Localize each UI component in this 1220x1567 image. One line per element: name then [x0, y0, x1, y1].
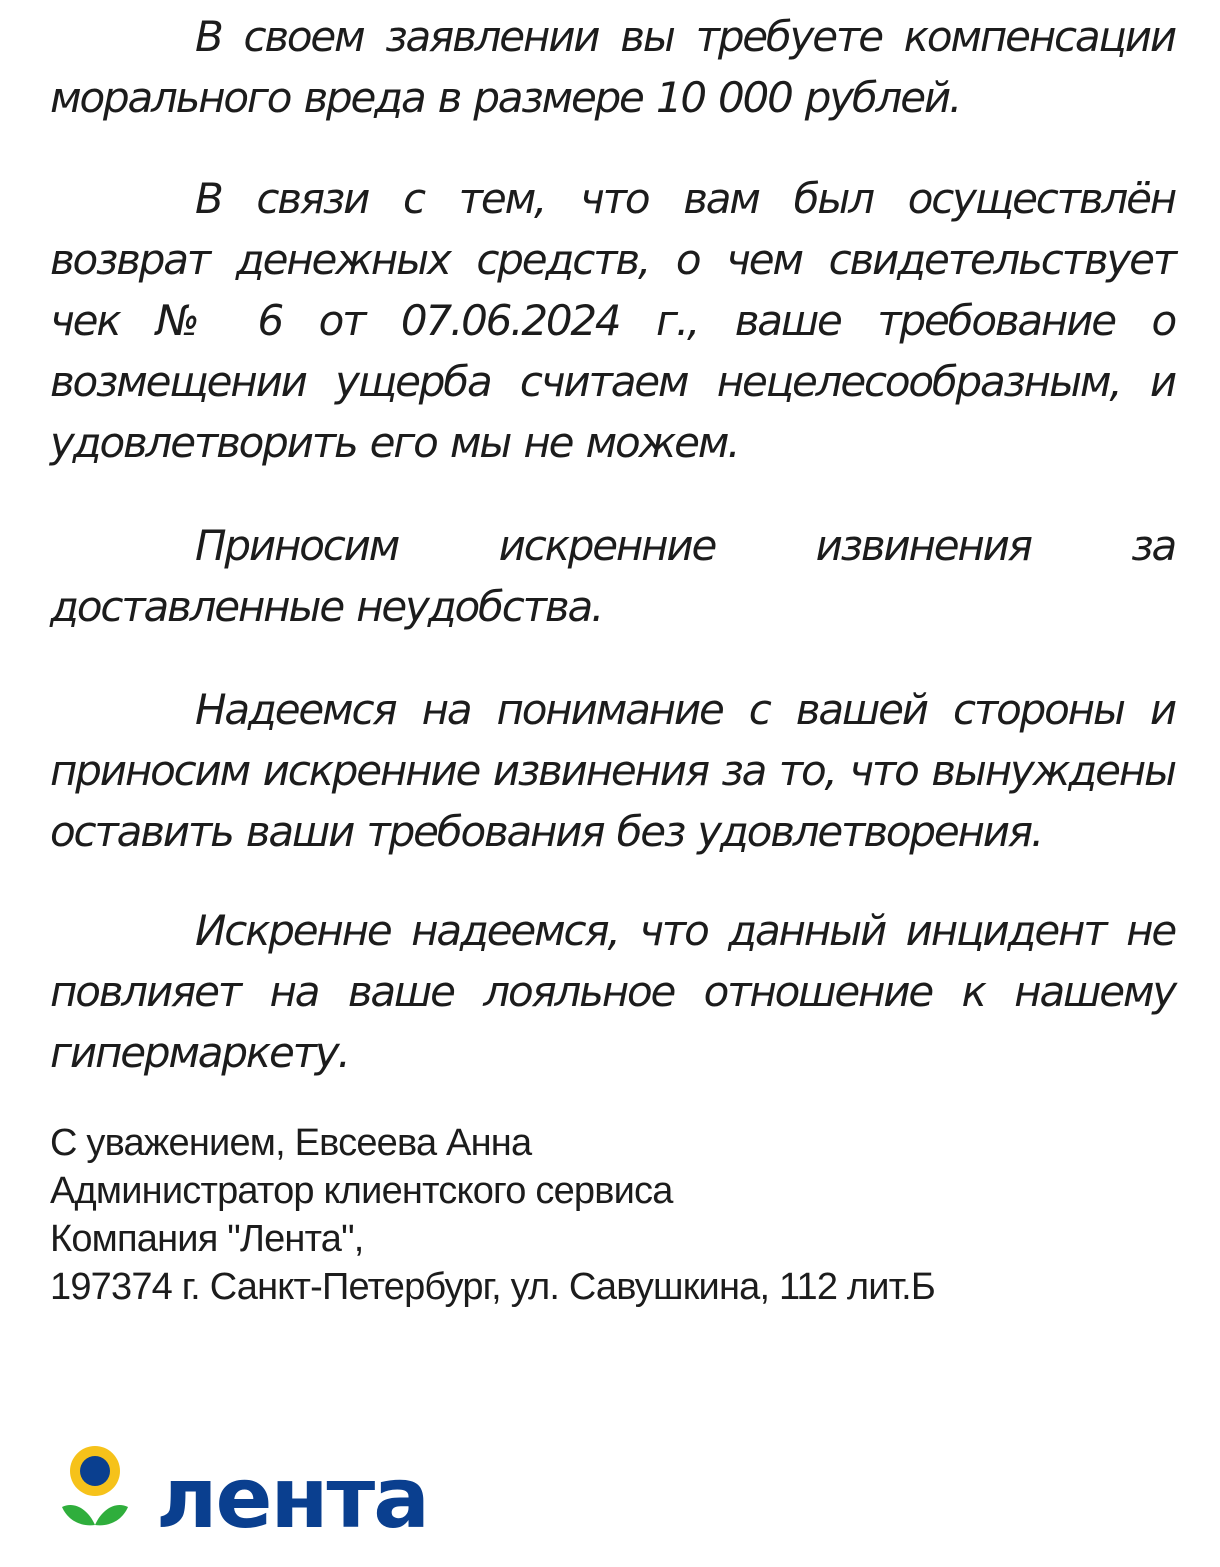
signature-address: 197374 г. Санкт-Петербург, ул. Савушкина, 112 лит.Б: [50, 1266, 936, 1308]
paragraph-loyalty: Искренне надеемся, что данный инцидент не повлияет на ваше лояльное отношение к нашему гипермаркету.: [50, 906, 1175, 1077]
paragraph-apology: Приносим искренние извинения за доставленные неудобства.: [50, 521, 1175, 631]
paragraph-compensation-claim: В своем заявлении вы требуете компенсации морального вреда в размере 10 000 рублей.: [50, 12, 1175, 122]
signature-block: [50, 1119, 1175, 1311]
sunflower-icon: [62, 1446, 128, 1525]
paragraph-understanding: Надеемся на понимание с вашей стороны и приносим искренние извинения за то, что вынуждены оставить ваши требования без удовлетворения.: [50, 685, 1175, 856]
signature-closing: С уважением, Евсеева Анна: [50, 1122, 532, 1164]
letter-body: [50, 6, 1175, 1311]
logo-wordmark: лента: [156, 1449, 428, 1547]
signature-position: Администратор клиентского сервиса: [50, 1170, 673, 1212]
signature-company: Компания "Лента",: [50, 1218, 364, 1260]
paragraph-refund-decision: В связи с тем, что вам был осуществлён возврат денежных средств, о чем свидетельствует чек № 6 от 07.06.2024 г., ваше требование о возмещении ущерба считаем нецелесообразным, и удовлетворить его мы не можем.: [50, 174, 1175, 467]
company-logo: [48, 1423, 1056, 1567]
lenta-logo: [56, 1437, 496, 1547]
